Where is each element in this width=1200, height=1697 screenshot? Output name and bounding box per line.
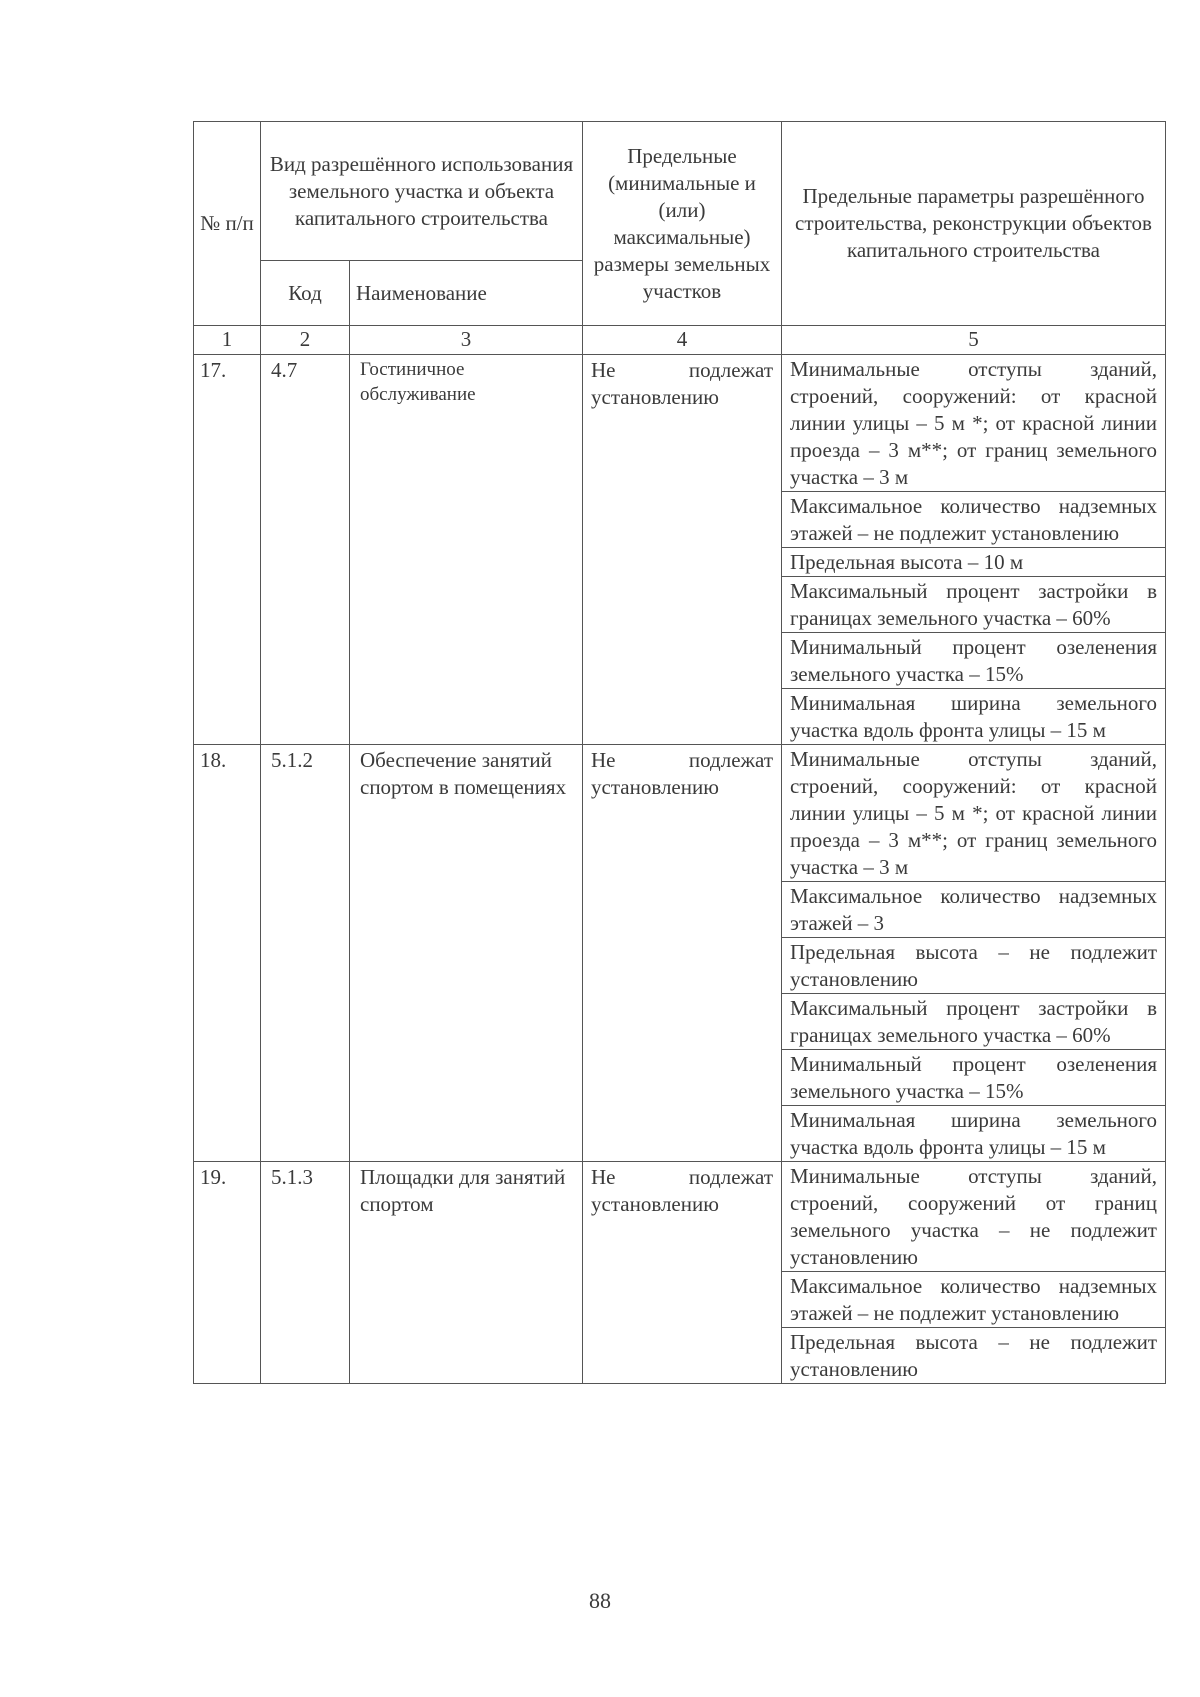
row-plot-size: Не подлежат установлению — [583, 745, 782, 1162]
document-sheet — [193, 121, 1165, 1384]
row-params — [782, 355, 1166, 745]
page-number: 88 — [589, 1588, 611, 1613]
row-params — [782, 1162, 1166, 1384]
param-max-floors: Максимальное количество надземных этажей – не подлежит установлению — [782, 1272, 1165, 1328]
header-use-type: Вид разрешённого использования земельного участка и объекта капитального строительства — [261, 122, 583, 261]
param-max-height: Предельная высота – 10 м — [782, 548, 1165, 577]
param-max-coverage: Максимальный процент застройки в границах земельного участка – 60% — [782, 577, 1165, 633]
row-number: 18. — [194, 745, 261, 1162]
zoning-parameters-table — [193, 121, 1166, 1384]
table-row — [194, 355, 1166, 745]
row-plot-size: Не подлежат установлению — [583, 1162, 782, 1384]
param-setbacks: Минимальные отступы зданий, строений, сооружений от границ земельного участка – не подлежит установлению — [782, 1162, 1165, 1272]
param-setbacks: Минимальные отступы зданий, строений, сооружений: от красной линии улицы – 5 м *; от красной линии проезда – 3 м**; от границ земельного участка – 3 м — [782, 745, 1165, 882]
row-code: 4.7 — [261, 355, 350, 745]
param-max-floors: Максимальное количество надземных этажей – не подлежит установлению — [782, 492, 1165, 548]
param-max-floors: Максимальное количество надземных этажей – 3 — [782, 882, 1165, 938]
param-min-frontage: Минимальная ширина земельного участка вдоль фронта улицы – 15 м — [790, 691, 1157, 742]
row-name: Обеспечение занятий спортом в помещениях — [350, 745, 583, 1162]
header-num: № п/п — [194, 122, 261, 326]
param-setbacks: Минимальные отступы зданий, строений, сооружений: от красной линии улицы – 5 м *; от красной линии проезда – 3 м**; от границ земельного участка – 3 м — [782, 355, 1165, 492]
row-params — [782, 745, 1166, 1162]
row-name: Гостиничное обслуживание — [350, 355, 583, 745]
column-index-4: 4 — [583, 326, 782, 355]
column-index-5: 5 — [782, 326, 1166, 355]
param-min-greenery: Минимальный процент озеленения земельного участка – 15% — [782, 633, 1165, 689]
param-max-height: Предельная высота – не подлежит установлению — [790, 1330, 1157, 1381]
row-code: 5.1.2 — [261, 745, 350, 1162]
row-number: 17. — [194, 355, 261, 745]
row-name: Площадки для занятий спортом — [350, 1162, 583, 1384]
column-index-2: 2 — [261, 326, 350, 355]
table-row — [194, 745, 1166, 1162]
header-params: Предельные параметры разрешённого строительства, реконструкции объектов капитального строительства — [782, 122, 1166, 326]
param-min-frontage: Минимальная ширина земельного участка вдоль фронта улицы – 15 м — [790, 1108, 1157, 1159]
column-index-row — [194, 326, 1166, 355]
header-name: Наименование — [350, 261, 583, 326]
table-row — [194, 1162, 1166, 1384]
row-plot-size: Не подлежат установлению — [583, 355, 782, 745]
param-max-coverage: Максимальный процент застройки в границах земельного участка – 60% — [782, 994, 1165, 1050]
column-index-1: 1 — [194, 326, 261, 355]
row-code: 5.1.3 — [261, 1162, 350, 1384]
header-plot-sizes: Предельные (минимальные и (или) максимальные) размеры земельных участков — [583, 122, 782, 326]
column-index-3: 3 — [350, 326, 583, 355]
row-number: 19. — [194, 1162, 261, 1384]
header-row — [194, 122, 1166, 261]
param-min-greenery: Минимальный процент озеленения земельного участка – 15% — [782, 1050, 1165, 1106]
header-code: Код — [261, 261, 350, 326]
param-max-height: Предельная высота – не подлежит установлению — [782, 938, 1165, 994]
